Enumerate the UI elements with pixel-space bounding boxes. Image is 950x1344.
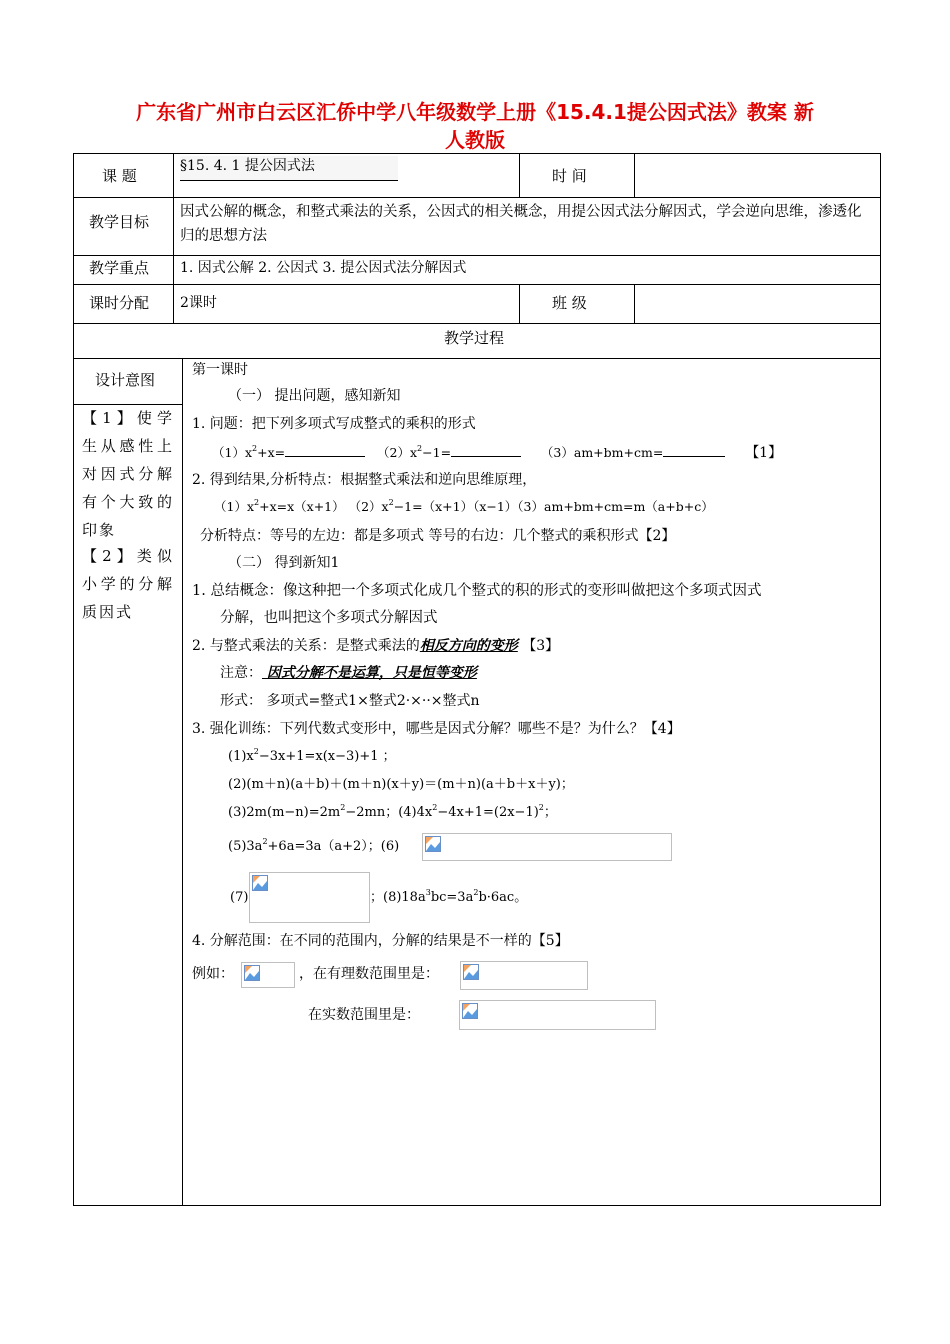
section-heading-2: （二） 得到新知1 bbox=[228, 555, 340, 571]
formula-image-6 bbox=[422, 833, 672, 861]
side-note-2: 【2】类似小学的分解质因式 bbox=[82, 547, 174, 621]
training-line: 3. 强化训练：下列代数式变形中，哪些是因式分解？哪些不是？为什么？【4】 bbox=[192, 721, 681, 737]
hours-value: 2课时 bbox=[180, 295, 217, 311]
side-note-1: 【1】使学生从感性上对因式分解有个大致的印象 bbox=[82, 409, 174, 539]
exercise-8: ；$(8)18a^3bc=3a^2b\cdot 6ac$。 bbox=[370, 888, 528, 905]
intent-label: 设计意图 bbox=[95, 371, 156, 389]
concept-line-2: 分解，也叫把这个多项式分解因式 bbox=[220, 610, 438, 626]
section-heading-1: （一） 提出问题，感知新知 bbox=[228, 388, 401, 404]
class-label: 班 级 bbox=[552, 294, 587, 312]
topic-value: §15. 4. 1 提公因式法 bbox=[180, 156, 398, 181]
real-range-image bbox=[459, 1000, 656, 1030]
broken-image-icon bbox=[425, 836, 441, 852]
exercise-7-label: (7) bbox=[230, 890, 249, 905]
concept-line-1: 1. 总结概念：像这种把一个多项式化成几个整式的积的形式的变形叫做把这个多项式因式 bbox=[192, 583, 762, 599]
example-image bbox=[241, 962, 295, 988]
analysis-line: 分析特点：等号的左边：都是多项式 等号的右边：几个整式的乘积形式【2】 bbox=[200, 528, 676, 544]
range-line: 4. 分解范围：在不同的范围内，分解的结果是不一样的【5】 bbox=[192, 933, 569, 949]
focus-text: 1. 因式公解 2. 公因式 3. 提公因式法分解因式 bbox=[180, 260, 467, 276]
exercise-line-1: $(1)x^2+x=$ $(2)x^2-1=$ （3）am+bm+cm= 【1】 bbox=[212, 444, 783, 461]
broken-image-icon bbox=[463, 964, 479, 980]
result-formulas: $(1)x^2+x=x(x+1)$ $(2)x^2-1=(x+1)(x-1)(3)am+bm+cm=m(a+b+c)$ bbox=[214, 498, 714, 514]
exercise-3-4: $(3)2m(m-n)=2m^2-2mn$；$(4)4x^2-4x+1=(2x-1)^2$； bbox=[228, 803, 557, 820]
time-label: 时 间 bbox=[552, 167, 587, 185]
note-line: 注意： 因式分解不是运算，只是恒等变形 bbox=[220, 665, 477, 681]
goal-text: 因式公解的概念，和整式乘法的关系，公因式的相关概念，用提公因式法分解因式，学会逆向思维，渗透化归的思想方法 bbox=[180, 204, 862, 244]
rational-range-label: ，在有理数范围里是： bbox=[299, 966, 439, 982]
document-title bbox=[60, 98, 890, 154]
exercise-2: (2)(m＋n)(a＋b)＋(m＋n)(x＋y)＝(m＋n)(a＋b＋x＋y)； bbox=[228, 777, 574, 792]
real-range-label: 在实数范围里是： bbox=[308, 1007, 420, 1023]
focus-label: 教学重点 bbox=[89, 259, 150, 277]
form-line: 形式： 多项式=整式1×整式2·×··×整式n bbox=[220, 693, 480, 709]
lesson-period: 第一课时 bbox=[192, 362, 248, 378]
broken-image-icon bbox=[252, 875, 268, 891]
title-line-1: 广东省广州市白云区汇侨中学八年级数学上册《15.4.1提公因式法》教案 新 bbox=[136, 100, 814, 124]
exercise-5-6: $(5)3a^2+6a=3a(a+2)$；(6) bbox=[228, 837, 400, 854]
topic-label: 课 题 bbox=[102, 167, 137, 185]
result-line: 2. 得到结果,分析特点：根据整式乘法和逆向思维原理， bbox=[192, 472, 537, 488]
example-prefix: 例如： bbox=[192, 966, 234, 982]
process-label: 教学过程 bbox=[444, 329, 505, 347]
goal-label: 教学目标 bbox=[89, 213, 150, 231]
exercise-1: $(1)x^2-3x+1=x(x-3)+1$ ； bbox=[228, 747, 396, 764]
hours-label: 课时分配 bbox=[89, 294, 150, 312]
title-line-2: 人教版 bbox=[445, 128, 505, 152]
rational-range-image bbox=[460, 961, 588, 990]
formula-image-7 bbox=[249, 872, 370, 923]
broken-image-icon bbox=[462, 1003, 478, 1019]
question-line: 1. 问题：把下列多项式写成整式的乘积的形式 bbox=[192, 416, 476, 432]
relation-line: 2. 与整式乘法的关系：是整式乘法的相反方向的变形 【3】 bbox=[192, 638, 560, 654]
broken-image-icon bbox=[244, 965, 260, 981]
